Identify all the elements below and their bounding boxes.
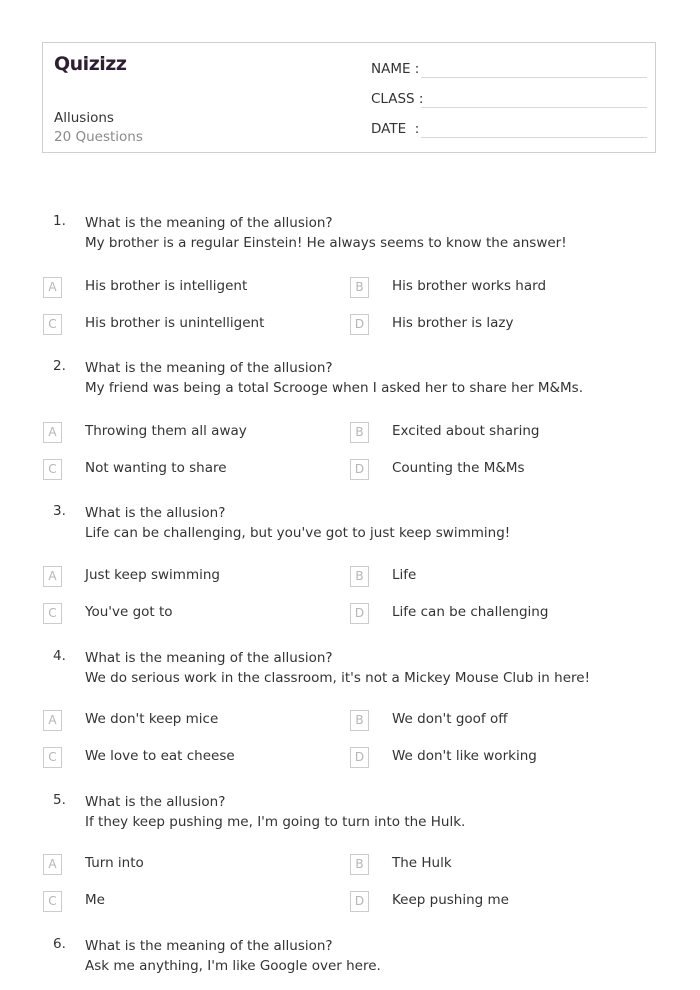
question-text: [85, 358, 675, 398]
option-text: Excited about sharing: [392, 423, 540, 439]
option-letter-box: C: [43, 603, 62, 624]
option-letter-box: C: [43, 747, 62, 768]
option-text: Keep pushing me: [392, 892, 509, 908]
date-label: DATE :: [371, 121, 420, 137]
question-prompt: What is the meaning of the allusion?: [85, 360, 333, 376]
class-label: CLASS :: [371, 91, 424, 107]
option-text: We don't like working: [392, 748, 537, 764]
option-letter-box: A: [43, 422, 62, 443]
question-sentence: Life can be challenging, but you've got to just keep swimming!: [85, 525, 511, 541]
option-letter-box: D: [350, 891, 369, 912]
option-text: His brother is lazy: [392, 315, 514, 331]
question-count: 20 Questions: [54, 129, 143, 145]
question-sentence: My friend was being a total Scrooge when I asked her to share her M&Ms.: [85, 380, 583, 396]
option-letter-box: B: [350, 566, 369, 587]
option-text: Turn into: [85, 855, 144, 871]
option-letter-box: C: [43, 314, 62, 335]
worksheet-header: [42, 42, 656, 153]
option-text: We don't goof off: [392, 711, 508, 727]
option-letter-box: A: [43, 277, 62, 298]
question-number: 2.: [53, 358, 66, 374]
option-letter-box: C: [43, 891, 62, 912]
question-text: [85, 648, 675, 688]
option-letter-box: A: [43, 854, 62, 875]
question-number: 3.: [53, 503, 66, 519]
question-number: 4.: [53, 648, 66, 664]
option-letter-box: D: [350, 747, 369, 768]
date-field[interactable]: [371, 117, 647, 139]
question-number: 1.: [53, 213, 66, 229]
option-text: Life can be challenging: [392, 604, 549, 620]
date-line[interactable]: [421, 137, 647, 138]
question-text: [85, 503, 675, 543]
question-prompt: What is the meaning of the allusion?: [85, 650, 333, 666]
option-text: We don't keep mice: [85, 711, 219, 727]
option-text: Not wanting to share: [85, 460, 227, 476]
option-text: The Hulk: [392, 855, 452, 871]
option-text: We love to eat cheese: [85, 748, 235, 764]
option-text: His brother is intelligent: [85, 278, 248, 294]
question-text: [85, 936, 675, 976]
question-number: 6.: [53, 936, 66, 952]
worksheet-title: Allusions: [54, 110, 114, 126]
question-prompt: What is the allusion?: [85, 794, 226, 810]
option-letter-box: A: [43, 710, 62, 731]
question-prompt: What is the allusion?: [85, 505, 226, 521]
option-letter-box: B: [350, 277, 369, 298]
question-prompt: What is the meaning of the allusion?: [85, 938, 333, 954]
option-letter-box: D: [350, 459, 369, 480]
option-text: Me: [85, 892, 105, 908]
name-label: NAME :: [371, 61, 420, 77]
question-prompt: What is the meaning of the allusion?: [85, 215, 333, 231]
option-letter-box: B: [350, 422, 369, 443]
name-line[interactable]: [421, 77, 647, 78]
question-sentence: We do serious work in the classroom, it's not a Mickey Mouse Club in here!: [85, 670, 590, 686]
quizizz-logo: Quizizz: [54, 53, 127, 75]
option-text: Just keep swimming: [85, 567, 220, 583]
question-text: [85, 792, 675, 832]
option-text: His brother is unintelligent: [85, 315, 265, 331]
question-sentence: Ask me anything, I'm like Google over here.: [85, 958, 381, 974]
class-field[interactable]: [371, 87, 647, 109]
option-letter-box: B: [350, 710, 369, 731]
option-letter-box: D: [350, 603, 369, 624]
option-text: Counting the M&Ms: [392, 460, 525, 476]
class-line[interactable]: [421, 107, 647, 108]
question-sentence: If they keep pushing me, I'm going to turn into the Hulk.: [85, 814, 466, 830]
name-field[interactable]: [371, 57, 647, 79]
question-number: 5.: [53, 792, 66, 808]
option-text: You've got to: [85, 604, 173, 620]
option-text: Life: [392, 567, 417, 583]
option-letter-box: D: [350, 314, 369, 335]
option-letter-box: A: [43, 566, 62, 587]
option-text: His brother works hard: [392, 278, 547, 294]
question-text: [85, 213, 675, 253]
option-text: Throwing them all away: [85, 423, 247, 439]
option-letter-box: B: [350, 854, 369, 875]
question-sentence: My brother is a regular Einstein! He always seems to know the answer!: [85, 235, 567, 251]
option-letter-box: C: [43, 459, 62, 480]
